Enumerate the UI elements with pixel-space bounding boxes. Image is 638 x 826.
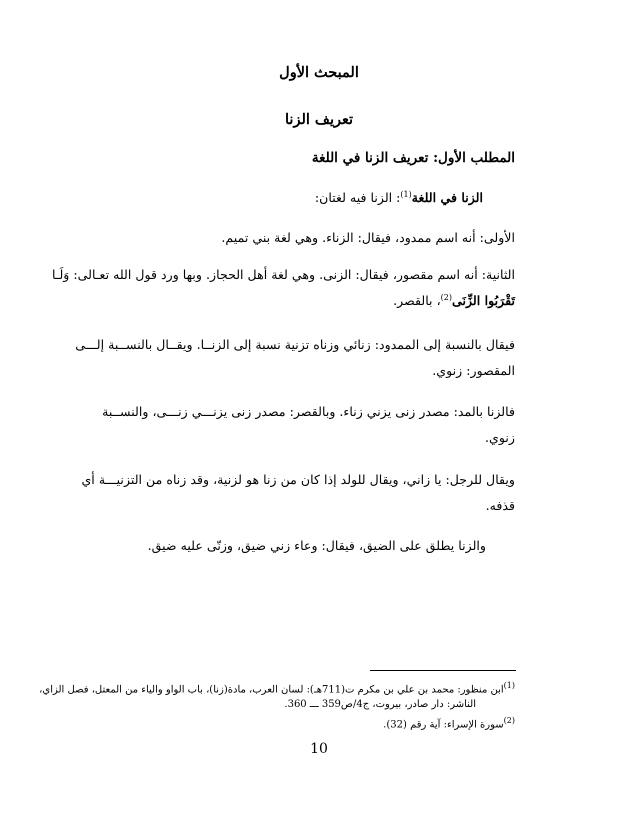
lang-lead-bold: الزنا في اللغة bbox=[411, 190, 483, 206]
paragraph-2-rest: ، بالقصر. bbox=[393, 293, 441, 309]
lang-lead-rest: : الزنا فيه لغتان: bbox=[314, 190, 401, 206]
paragraph-3-line-1: فيقال بالنسبة إلى الممدود: زنائي وزناه تزنية نسبة إلى الزنــا. ويقــال بالنســبة إلـــى bbox=[75, 337, 515, 352]
footnote-ref-2[interactable]: (2) bbox=[440, 293, 452, 302]
section-heading: المطلب الأول: تعريف الزنا في اللغة bbox=[311, 150, 515, 166]
paragraph-3-line-2: المقصور: زنوي. bbox=[432, 363, 515, 378]
footnote-1-line-1 bbox=[39, 681, 515, 696]
paragraph-5-line-2: قذفه. bbox=[485, 498, 515, 513]
paragraph-5-line-1: ويقال للرجل: يا زاني، ويقال للولد إذا كان من زنا هو لزنية، وقد زناه من التزنيـــة أي bbox=[81, 472, 515, 487]
footnote-divider bbox=[370, 670, 516, 671]
lang-lead-paragraph bbox=[315, 190, 483, 205]
quran-quote: تَقْرَبُوا الزِّنَى bbox=[451, 293, 515, 309]
page-number: 10 bbox=[310, 741, 328, 757]
paragraph-2-line-1: الثانية: أنه اسم مقصور، فيقال: الزنى. وهي لغة أهل الحجاز. وبها ورد قول الله تعـالى: وَلَـا bbox=[51, 267, 515, 282]
footnote-ref-1[interactable]: (1) bbox=[400, 190, 412, 199]
footnote-2-text: سورة الإسراء: آية رقم (32). bbox=[383, 719, 504, 731]
paragraph-2-line-2 bbox=[393, 293, 515, 308]
footnote-2-number: (2) bbox=[503, 716, 515, 725]
footnote-2 bbox=[383, 716, 515, 730]
page-title: المبحث الأول bbox=[279, 64, 359, 81]
paragraph-6: والزنا يطلق على الضيق، فيقال: وعاء زني ضيق، وزنّى عليه ضيق. bbox=[147, 538, 486, 553]
footnote-1-text: ابن منظور: محمد بن علي بن مكرم ت(711هـ): لسان العرب، مادة(زنا)، باب الواو والياء من المعتل، فصل الزاي، bbox=[39, 684, 504, 696]
footnote-1-number: (1) bbox=[503, 681, 515, 690]
paragraph-4-line-2: زنوي. bbox=[485, 430, 515, 445]
page-subtitle: تعريف الزنا bbox=[284, 111, 354, 128]
paragraph-1: الأولى: أنه اسم ممدود، فيقال: الزناء. وهي لغة بني تميم. bbox=[221, 230, 515, 245]
paragraph-4-line-1: فالزنا بالمد: مصدر زنى يزني زناء. وبالقصر: مصدر زنى يزنـــي زنـــى، والنســبة bbox=[102, 404, 515, 419]
footnote-1-line-2: الناشر: دار صادر، بيروت، ج4/ص359 ـــ 360. bbox=[284, 699, 476, 710]
